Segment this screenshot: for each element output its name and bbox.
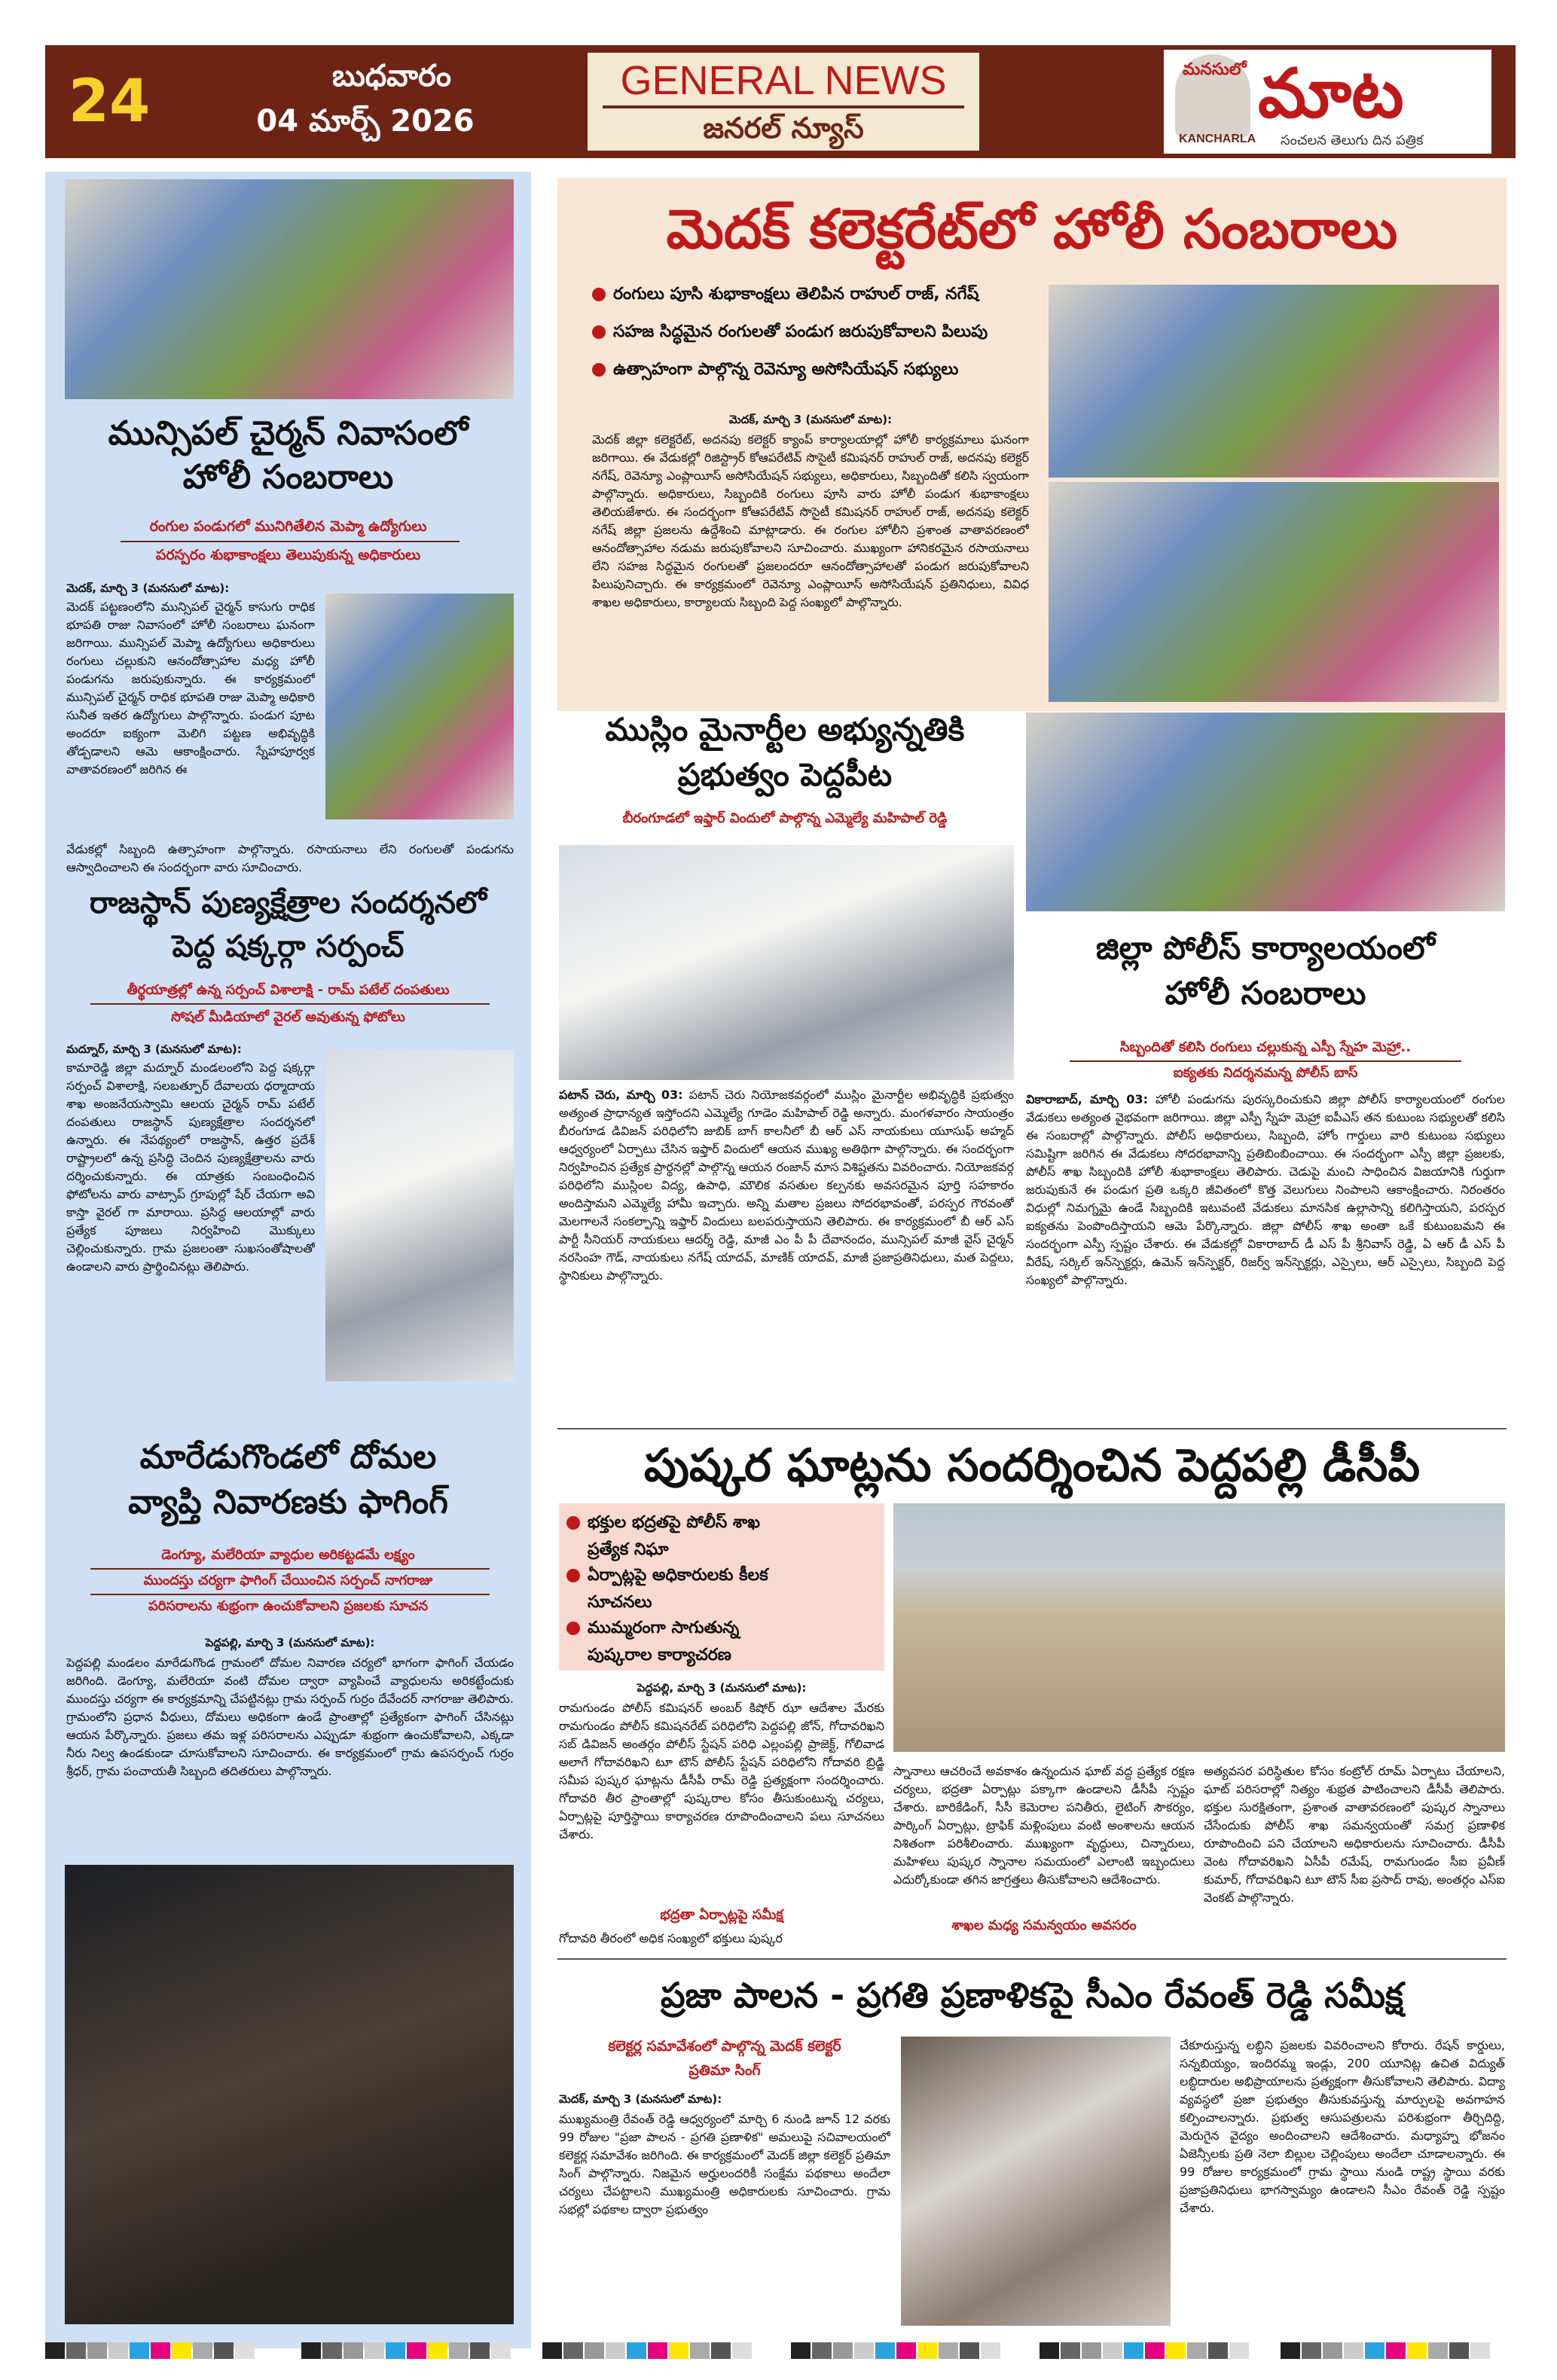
rajasthan-subhead-2: సోషల్ మీడియాలో వైరల్ అవుతున్న ఫోటోలు <box>171 1009 405 1025</box>
registration-swatch <box>627 2342 646 2359</box>
registration-swatch <box>1281 2342 1300 2359</box>
registration-swatch <box>1386 2342 1406 2359</box>
pushkar-bullet-3 <box>566 1615 883 1669</box>
registration-swatch <box>449 2342 469 2359</box>
bullet-text: సూచనలు <box>588 1593 652 1612</box>
pushkar-body-1: రామగుండం పోలీస్ కమిషనర్ అంబర్ కిషోర్ ఝా ఆదేశాల మేరకు రామగుండం పోలీస్ కమిషనరేట్ పరిధిలోని పెద్దపల్లి జోన్, గోదావరిఖని సబ్ డివిజన్ అంతర్గం పోలీస్ స్టేషన్ పరిధి ఎల్లంపల్లి ప్రాజెక్ట్, గోలివాడ అలాగే గోదావరిఖని టూ టౌన్ పోలీస్ స్టేషన్ పరిధిలోని గోదావరి బ్రిడ్జి సమీప పుష్కర ఘాట్లను డీసీపీ రామ్ రెడ్డి ప్రత్యక్షంగా సందర్శించారు. గోదావరి తీర ప్రాంతాల్లో పుష్కరాల కోసం తీసుకుంటున్న చర్యలు, ఏర్పాట్లపై పూర్తిస్థాయి కార్యాచరణ రూపొందించాలని పలు సూచనలు చేశారు. <box>559 1701 884 1841</box>
pushkar-subhead-1: భద్రతా ఏర్పాట్లపై సమీక్ష <box>660 1907 783 1923</box>
registration-swatch <box>214 2342 234 2359</box>
registration-swatch <box>960 2342 979 2359</box>
municipal-dateline: మెదక్, మార్చి 3 (మనసులో మాట): <box>66 581 230 595</box>
registration-swatch <box>1145 2342 1165 2359</box>
minority-subhead: బీరంగూడలో ఇఫ్తార్ విందులో పాల్గొన్న ఎమ్మెల్యే మహిపాల్ రెడ్డి <box>622 810 948 826</box>
registration-swatch <box>386 2342 405 2359</box>
registration-swatch <box>669 2342 688 2359</box>
collectorate-dateline: మెదక్, మార్చి 3 (మనసులో మాట): <box>728 413 893 426</box>
bullet-icon <box>566 1516 580 1530</box>
police-holi-photo <box>1026 712 1505 911</box>
police-headline-2: హోలీ సంబరాలు <box>1165 975 1366 1012</box>
section-divider <box>603 105 964 108</box>
registration-swatch <box>1187 2342 1207 2359</box>
collectorate-officials-photo <box>1049 482 1499 702</box>
section-title-telugu: జనరల్ న్యూస్ <box>703 111 864 145</box>
logo-tagline: సంచలన తెలుగు దిన పత్రిక <box>1281 133 1424 148</box>
divider <box>557 1428 1507 1430</box>
page-number: 24 <box>68 68 151 136</box>
logo-main-text: మాట <box>1258 54 1404 133</box>
pushkar-bullet-2 <box>566 1562 883 1616</box>
praja-headline: ప్రజా పాలన - ప్రగతి ప్రణాళికపై సీఎం రేవంత్ రెడ్డి సమీక్ష <box>660 1975 1404 2015</box>
collectorate-bullet-1 <box>592 285 1044 307</box>
pushkar-body-3: అత్యవసర పరిస్థితుల కోసం కంట్రోల్ రూమ్ ఏర్పాటు చేయాలని, ఘాట్ పరిసరాల్లో నిత్యం శుభ్రత పాటించాలని డీసీపీ తెలిపారు. భక్తుల సురక్షితంగా, ప్రశాంత వాతావరణంలో పుష్కర స్నానాలు చేసేందుకు పోలీస్ శాఖ సమన్వయంతో సమగ్ర ప్రణాళిక రూపొందించి పని చేయాలని అధికారులను సూచించారు. డీసీపీ వెంట గోదావరిఖని ఏసీపీ రమేష్, రామగుండం సీఐ ప్రవీణ్ కుమార్, గోదావరిఖని టూ టౌన్ సీఐ ప్రసాద్ రావు, అంతర్గం ఎస్ఐ వెంకట్ పాల్గొన్నారు. <box>1204 1764 1505 1905</box>
registration-swatch <box>428 2342 447 2359</box>
bullet-icon <box>566 1622 580 1635</box>
bullet-text: భక్తుల భద్రతపై పోలీస్ శాఖ <box>588 1513 760 1532</box>
bullet-icon <box>592 288 606 301</box>
bullet-text: రంగులు పూసి శుభాకాంక్షలు తెలిపిన రాహుల్ రాజ్, నగేష్ <box>613 285 979 304</box>
registration-swatch <box>542 2342 562 2359</box>
municipal-subhead-2: పరస్పరం శుభాకాంక్షలు తెలుపుకున్న అధికారులు <box>155 547 421 563</box>
registration-swatch <box>172 2342 191 2359</box>
registration-swatch <box>854 2342 874 2359</box>
registration-swatch <box>1449 2342 1469 2359</box>
registration-swatch <box>917 2342 937 2359</box>
police-headline-1: జిల్లా పోలీస్ కార్యాలయంలో <box>1095 929 1436 966</box>
registration-swatch <box>1302 2342 1321 2359</box>
fogging-dateline: పెద్దపల్లి, మార్చి 3 (మనసులో మాట): <box>205 1636 375 1649</box>
registration-swatch <box>1040 2342 1059 2359</box>
bullet-icon <box>592 363 606 377</box>
police-body-text: హోలీ పండుగను పురస్కరించుకుని జిల్లా పోలీస్ కార్యాలయంలో రంగుల వేడుకలు అత్యంత వైభవంగా జరిగాయి. జిల్లా ఎస్పీ స్నేహ మెహ్రా ఐపీఎస్ తన కుటుంబ సభ్యులతో కలిసి ఈ సంబరాల్లో పాల్గొన్నారు. పోలీస్ అధికారులు, సిబ్బంది, హోం గార్డులు వారి కుటుంబ సభ్యులు సమిష్టిగా జరిగిన ఈ వేడుకలు సోదరభావాన్ని ప్రతిబింబించాయి. ఈ సందర్భంగా ఎస్పీ జిల్లా ప్రజలకు, పోలీస్ శాఖ సిబ్బందికి హోలీ శుభాకాంక్షలు తెలిపారు. చెడుపై మంచి సాధించిన విజయానికి గుర్తుగా జరుపుకునే ఈ పండుగ ప్రతి ఒక్కరి జీవితంలో కొత్త వెలుగులు నింపాలని ఆకాంక్షించారు. నిరంతరం విధుల్లో నిమగ్నమై ఉండే సిబ్బందికి ఇటువంటి వేడుకలు మానసిక ఉల్లాసాన్ని కలిగిస్తాయని, పరస్పర ఐక్యతను పెంపొందిస్తాయని ఆమె పేర్కొన్నారు. జిల్లా పోలీస్ శాఖ అంతా ఒకే కుటుంబమని ఈ సందర్భంగా ఎస్పీ స్పష్టం చేశారు. ఈ వేడుకల్లో వికారాబాద్ డీ ఎస్ పీ శ్రీనివాస్ రెడ్డి, ఏ ఆర్ డీ ఎస్ పీ వీరేష్, సర్కిల్ ఇన్‌స్పెక్టర్లు, ఉమెన్ ఇన్‌స్పెక్టర్, రిజర్వ్ ఇన్‌స్పెక్టర్లు, ఎస్సైలు, ఆర్ ఎస్సైలు, సిబ్బంది పెద్ద సంఖ్యలో పాల్గొన్నారు. <box>1026 1092 1505 1287</box>
rajasthan-headline-1: రాజస్థాన్ పుణ్యక్షేత్రాల సందర్శనలో <box>90 886 487 920</box>
logo-brand: KANCHARLA <box>1179 133 1256 145</box>
registration-swatch <box>833 2342 853 2359</box>
registration-swatch <box>130 2342 149 2359</box>
registration-swatch <box>939 2342 958 2359</box>
bullet-text: ప్రత్యేక నిఘా <box>588 1540 669 1559</box>
registration-swatch <box>1124 2342 1143 2359</box>
minority-headline-1: ముస్లిం మైనార్టీల అభ్యున్నతికి <box>605 711 965 748</box>
bullet-icon <box>566 1569 580 1582</box>
registration-swatch <box>1229 2342 1249 2359</box>
fogging-headline-2: వ్యాప్తి నివారణకు ఫాగింగ్ <box>128 1483 448 1521</box>
pushkar-body-1b: గోదావరి తీరంలో అధిక సంఖ్యలో భక్తులు పుష్కర <box>559 1931 783 1945</box>
registration-swatch <box>235 2342 255 2359</box>
registration-swatch <box>108 2342 128 2359</box>
rajasthan-temple-photo <box>325 1050 514 1381</box>
logo-small-text: మనసులో <box>1183 60 1247 79</box>
registration-swatch <box>1103 2342 1122 2359</box>
registration-swatch <box>585 2342 604 2359</box>
fogging-subhead-2: ముందస్తు చర్యగా ఫాగింగ్ చేయించిన సర్పంచ్ నాగరాజు <box>143 1573 433 1588</box>
registration-swatch <box>896 2342 916 2359</box>
registration-swatch <box>732 2342 752 2359</box>
registration-swatch <box>45 2342 65 2359</box>
registration-swatch <box>343 2342 363 2359</box>
date-label: 04 మార్చ్ 2026 <box>256 104 475 139</box>
registration-swatch <box>981 2342 1000 2359</box>
divider <box>121 541 459 542</box>
registration-swatch <box>812 2342 832 2359</box>
registration-swatch <box>791 2342 811 2359</box>
registration-swatch <box>1082 2342 1101 2359</box>
divider <box>90 1003 490 1005</box>
registration-swatch <box>606 2342 625 2359</box>
registration-swatch <box>563 2342 583 2359</box>
section-title-english: GENERAL NEWS <box>620 58 947 103</box>
registration-swatch <box>711 2342 731 2359</box>
registration-swatch <box>87 2342 107 2359</box>
praja-body-1: ముఖ్యమంత్రి రేవంత్ రెడ్డి ఆధ్వర్యంలో మార్చి 6 నుండి జూన్ 12 వరకు 99 రోజుల "ప్రజా పాలన - ప్రగతి ప్రణాళిక" అమలుపై సచివాలయంలో కలెక్టర్ల సమావేశం జరిగింది. ఈ కార్యక్రమంలో మెదక్ జిల్లా కలెక్టర్ ప్రతిమా సింగ్ పాల్గొన్నారు. నిజమైన అర్హులందరికీ సంక్షేమ పథకాలు అందేలా చర్యలు చేపట్టాలని ముఖ్యమంత్రి అధికారులకు సూచించారు. గ్రామ సభల్లో పథకాల ద్వారా ప్రభుత్వం <box>559 2112 890 2217</box>
rajasthan-body: కామారెడ్డి జిల్లా మద్నూర్ మండలంలోని పెద్ద షక్కర్గా సర్పంచ్ విశాలాక్షి, సలబత్పూర్ దేవాలయ ధర్మాదాయ శాఖ అంజనేయస్వామి ఆలయ చైర్మన్ రామ్ పటేల్ దంపతులు రాజస్థాన్ పుణ్యక్షేత్రాల సందర్శనలో ఉన్నారు. ఈ నేపథ్యంలో రాజస్థాన్, ఉత్తర ప్రదేశ్ రాష్ట్రాలలో ఉన్న ప్రసిద్ధి చెందిన పుణ్యక్షేత్రాలను వారు దర్శించుకున్నారు. ఈ యాత్రకు సంబంధించిన ఫోటోలను వారు వాట్సాప్ గ్రూపుల్లో షేర్ చేయగా అవి కాస్తా వైరల్ గా మారాయి. ప్రసిద్ధ ఆలయాల్లో వారు ప్రత్యేక పూజలు నిర్వహించి మొక్కులు చెల్లించుకున్నారు. గ్రామ ప్రజలంతా సుఖసంతోషాలతో ఉండాలని వారు ప్రార్థించినట్లు తెలిపారు. <box>66 1060 315 1274</box>
registration-swatch <box>470 2342 490 2359</box>
police-body <box>1026 1091 1505 1419</box>
police-subhead-2: ఐక్యతకు నిదర్శనమన్న పోలీస్ బాస్ <box>1173 1065 1358 1081</box>
registration-swatch <box>66 2342 86 2359</box>
municipal-subhead-1: రంగుల పండుగలో మునిగితేలిన మెప్మా ఉద్యోగులు <box>149 518 427 535</box>
registration-swatch <box>491 2342 511 2359</box>
rajasthan-subhead-1: తీర్థయాత్రల్లో ఉన్న సర్పంచ్ విశాలాక్షి - రామ్ పటేల్ దంపతులు <box>127 982 450 998</box>
registration-swatch <box>648 2342 667 2359</box>
fogging-subhead-1: డెంగ్యూ, మలేరియా వ్యాధుల అరికట్టడమే లక్ష్యం <box>161 1547 415 1563</box>
registration-swatch <box>1407 2342 1427 2359</box>
pushkar-dateline: పెద్దపల్లి, మార్చి 3 (మనసులో మాట): <box>637 1681 807 1695</box>
pushkar-bullet-1 <box>566 1509 883 1564</box>
registration-swatch <box>1365 2342 1385 2359</box>
bullet-text: ఉత్సాహంగా పాల్గొన్న రెవెన్యూ అసోసియేషన్ సభ్యులు <box>613 360 959 379</box>
municipal-headline-1: మున్సిపల్ చైర్మన్ నివాసంలో <box>108 414 469 453</box>
municipal-holi-photo <box>65 179 514 399</box>
bullet-text: ఏర్పాట్లపై అధికారులకు కీలక <box>588 1566 768 1585</box>
registration-swatch <box>151 2342 170 2359</box>
fogging-subhead-3: పరిసరాలను శుభ్రంగా ఉంచుకోవాలని ప్రజలకు సూచన <box>148 1598 429 1614</box>
collectorate-headline: మెదక్ కలెక్టరేట్‌లో హోలీ సంబరాలు <box>666 197 1398 261</box>
registration-swatch <box>1344 2342 1363 2359</box>
bullet-text: ముమ్మరంగా సాగుతున్న <box>588 1619 740 1637</box>
minority-body <box>559 1086 1014 1417</box>
rajasthan-dateline: మద్నూర్, మార్చి 3 (మనసులో మాట): <box>66 1042 242 1056</box>
municipal-body: మెదక్ పట్టణంలోని మున్సిపల్ చైర్మన్ కాసుగు రాధిక భూపతి రాజు నివాసంలో హోలీ సంబరాలు ఘనంగా జరిగాయి. మున్సిపల్ మెప్మా ఉద్యోగులు అధికారులు రంగులు చల్లుకుని ఆనందోత్సాహాల మధ్య హోలీ పండుగను జరుపుకున్నారు. ఈ కార్యక్రమంలో మున్సిపల్ చైర్మన్ రాధిక భూపతి రాజు మెప్మా అధికారి సునీత ఇతర ఉద్యోగులు పాల్గొన్నారు. పండుగ పూట అందరూ ఐక్యంగా మెలిగి పట్టణ అభివృద్ధికి తోడ్పడాలని ఆమె ఆకాంక్షించారు. స్నేహపూర్వక వాతావరణంలో జరిగిన ఈ <box>66 600 315 777</box>
pushkar-ghat-photo <box>893 1503 1505 1752</box>
police-dateline: వికారాబాద్, మార్చి 03: <box>1026 1092 1148 1106</box>
registration-swatch <box>1208 2342 1228 2359</box>
praja-dateline: మెదక్, మార్చి 3 (మనసులో మాట): <box>559 2092 722 2106</box>
registration-swatch <box>1428 2342 1448 2359</box>
registration-swatch <box>690 2342 710 2359</box>
pushkar-body-2: స్నానాలు ఆచరించే అవకాశం ఉన్నందున ఘాట్ వద్ద ప్రత్యేక రక్షణ చర్యలు, భద్రతా ఏర్పాట్లు పక్కాగా ఉండాలని డీసీపీ స్పష్టం చేశారు. బారికేడింగ్, సీసీ కెమెరాల పనితీరు, లైటింగ్ సౌకర్యం, పార్కింగ్ ఏర్పాట్లు, ట్రాఫిక్ మళ్లింపులు వంటి అంశాలను ఆయన నిశితంగా పరిశీలించారు. ముఖ్యంగా వృద్ధులు, చిన్నారులు, మహిళలు పుష్కర స్నానాల సమయంలో ఎలాంటి ఇబ్బందులు ఎదుర్కోకుండా తగిన జాగ్రత్తలు తీసుకోవాలని ఆదేశించారు. <box>893 1764 1195 1887</box>
collectorate-group-photo <box>1049 285 1499 478</box>
registration-swatch <box>193 2342 212 2359</box>
registration-swatch <box>322 2342 342 2359</box>
bullet-icon <box>592 325 606 339</box>
collectorate-bullet-3 <box>592 360 1044 383</box>
fogging-headline-1: మారేడుగొండలో దోమల <box>139 1438 437 1476</box>
municipal-body-cont: వేడుకల్లో సిబ్బంది ఉత్సాహంగా పాల్గొన్నారు. రసాయనాలు లేని రంగులతో పండుగను ఆస్వాదించాలని ఈ సందర్భంగా వారు సూచించారు. <box>66 842 514 874</box>
collectorate-body: మెదక్ జిల్లా కలెక్టరేట్, అదనపు కలెక్టర్ క్యాంప్ కార్యాలయాల్లో హోలీ కార్యక్రమాలు ఘనంగా జరిగాయి. ఈ వేడుకల్లో రిజిస్ట్రార్ కోఆపరేటివ్ సొసైటీ కమిషనర్ రాహుల్ రాజ్, అదనపు కలెక్టర్ నగేష్, రెవెన్యూ ఎంప్లాయీస్ అసోసియేషన్ సభ్యులు, అధికారులు, సిబ్బందితో కలిసి స్వయంగా పాల్గొన్నారు. అధికారులు, సిబ్బందికి రంగులు పూసి వారు హోలీ పండుగ శుభాకాంక్షలు తెలియజేశారు. ఈ సందర్భంగా కోఆపరేటివ్ సొసైటీ కమిషనర్ రాహుల్ రాజ్, అదనపు కలెక్టర్ నగేష్ జిల్లా ప్రజలను ఉద్దేశించి మాట్లాడారు. ఈ రంగుల హోలీని ప్రశాంత వాతావరణంలో ఆనందోత్సాహాల నడుమ జరుపుకోవాలని సూచించారు. ముఖ్యంగా హానికరమైన రసాయనాలు లేని సహజ సిద్ధమైన రంగులతో ప్రజలందరూ ఆనందోత్సాహాలతో పండుగ జరుపుకోవాలని పిలుపునిచ్చారు. ఈ కార్యక్రమంలో రెవెన్యూ ఎంప్లాయీస్ అసోసియేషన్ ప్రతినిధులు, వివిధ శాఖల అధికారులు, కార్యాలయ సిబ్బంది పెద్ద సంఖ్యలో పాల్గొన్నారు. <box>592 432 1029 609</box>
municipal-portrait-photo <box>325 593 514 819</box>
rajasthan-headline-2: పెద్ద షక్కర్గా సర్పంచ్ <box>172 929 405 964</box>
minority-iftar-photo <box>559 845 1014 1080</box>
divider <box>1070 1060 1461 1062</box>
registration-swatch <box>1166 2342 1186 2359</box>
municipal-headline-2: హోలీ సంబరాలు <box>182 458 394 496</box>
divider <box>557 1958 1507 1960</box>
praja-subhead-2: ప్రతిమా సింగ్ <box>688 2062 761 2079</box>
pushkar-headline: పుష్కర ఘాట్లను సందర్శించిన పెద్దపల్లి డీసీపీ <box>643 1439 1421 1492</box>
registration-swatch <box>365 2342 384 2359</box>
registration-swatch <box>407 2342 426 2359</box>
registration-swatch <box>875 2342 895 2359</box>
collectorate-bullet-2 <box>592 322 1044 345</box>
day-label: బుధవారం <box>332 59 451 93</box>
divider <box>90 1594 490 1595</box>
praja-meeting-photo <box>901 2037 1171 2326</box>
color-registration-bar <box>45 2339 1516 2362</box>
fogging-body: పెద్దపల్లి మండలం మారేడుగొండ గ్రామంలో దోమల నివారణ చర్యలో భాగంగా ఫాగింగ్ చేయడం జరిగింది. డెంగ్యూ, మలేరియా వంటి దోమల ద్వారా వ్యాపించే వ్యాధులను అరికట్టేందుకు ముందస్తు చర్యగా ఈ కార్యక్రమాన్ని చేపట్టినట్లు గ్రామ సర్పంచ్ గుర్రం దేవేందర్ నాగరాజు తెలిపారు. గ్రామంలోని ప్రధాన వీధులు, దోమలు అధికంగా ఉండే ప్రాంతాల్లో ప్రత్యేకంగా ఫాగింగ్ చేసినట్లు ఆయన పేర్కొన్నారు. ప్రజలు తమ ఇళ్ల పరిసరాలను ఎప్పుడూ శుభ్రంగా ఉంచుకోవాలని, ఎక్కడా నీరు నిల్వ ఉండకుండా చూసుకోవాలని సూచించారు. ఈ కార్యక్రమంలో గ్రామ ఉపసర్పంచ్ గుర్రం శ్రీధర్, గ్రామ పంచాయతీ సిబ్బంది తదితరులు పాల్గొన్నారు. <box>66 1655 514 1778</box>
registration-swatch <box>1323 2342 1342 2359</box>
registration-swatch <box>1061 2342 1080 2359</box>
bullet-text: సహజ సిద్ధమైన రంగులతో పండుగ జరుపుకోవాలని పిలుపు <box>613 322 988 341</box>
minority-body-text: పటాన్ చెరు నియోజకవర్గంలో ముస్లిం మైనార్టీల అభివృద్ధికి ప్రభుత్వం అత్యంత ప్రాధాన్యత ఇస్తోందని ఎమ్మెల్యే గూడెం మహిపాల్ రెడ్డి అన్నారు. మంగళవారం సాయంత్రం బీరంగూడ డివిజన్ పరిధిలోని జుబిక్ బాగ్ కాలనీలో బీ ఆర్ ఎస్ నాయకులు యూసుఫ్ అహ్మద్ ఆధ్వర్యంలో ఏర్పాటు చేసిన ఇఫ్తార్ విందులో ఆయన ముఖ్య అతిథిగా పాల్గొన్నారు. ఈ సందర్భంగా నిర్వహించిన ప్రత్యేక ప్రార్థనల్లో పాల్గొన్న ఆయన రంజాన్ మాస విశిష్టతను వివరించారు. నియోజకవర్గ పరిధిలోని ముస్లింల విద్య, ఉపాధి, మౌలిక వసతుల కల్పనకు అవసరమైన పూర్తి సహకారం అందిస్తామని ఎమ్మెల్యే హామీ ఇచ్చారు. అన్ని మతాల ప్రజలు సోదరభావంతో, పరస్పర గౌరవంతో మెలగాలనే సంకల్పాన్ని ఇఫ్తార్ విందులు బలపరుస్తాయని తెలిపారు. ఈ కార్యక్రమంలో బీ ఆర్ ఎస్ పార్టీ సీనియర్ నాయకులు ఆదర్శ్ రెడ్డి, మాజీ ఎం పీ పీ దేవానందం, మున్సిపల్ మాజీ వైస్ చైర్మన్ నరసింహ గౌడ్, నాయకులు నగేష్ యాదవ్, మాణిక్ యాదవ్, మాజీ ప్రజాప్రతినిధులు, మత పెద్దలు, స్థానికులు పాల్గొన్నారు. <box>559 1088 1014 1283</box>
pushkar-subhead-2: శాఖల మధ్య సమన్వయం అవసరం <box>951 1918 1137 1933</box>
registration-swatch <box>301 2342 321 2359</box>
fogging-photo <box>65 1865 514 2324</box>
minority-headline-2: ప్రభుత్వం పెద్దపీట <box>677 756 893 793</box>
bullet-text: పుష్కరాల కార్యాచరణ <box>588 1646 731 1664</box>
divider <box>90 1568 490 1570</box>
minority-dateline: పటాన్ చెరు, మార్చి 03: <box>559 1088 683 1102</box>
praja-body-2: చేకూరుస్తున్న లబ్ధిని ప్రజలకు వివరించాలని కోరారు. రేషన్ కార్డులు, సన్నబియ్యం, ఇందిరమ్మ ఇండ్లు, 200 యూనిట్ల ఉచిత విద్యుత్ లబ్ధిదారుల అభిప్రాయాలను ప్రత్యక్షంగా తీసుకోవాలని తెలిపారు. విద్యా వ్యవస్థలో ప్రజా ప్రభుత్వం తీసుకువస్తున్న మార్పులపై అవగాహన కల్పించాలన్నారు. ప్రభుత్వ ఆసుపత్రులను పరిశుభ్రంగా తీర్చిదిద్ది, మెరుగైన వైద్యం అందించాలని ఆదేశించారు. మధ్యాహ్న భోజనం ఏజెన్సీలకు ప్రతి నెలా బిల్లుల చెల్లింపులు అందేలా చూడాలన్నారు. ఈ 99 రోజుల కార్యక్రమంలో గ్రామ స్థాయి నుండి రాష్ట్ర స్థాయి వరకు ప్రజాప్రతినిధులు భాగస్వామ్యం ఉండాలని సీఎం రేవంత్ రెడ్డి స్పష్టం చేశారు. <box>1180 2038 1505 2215</box>
registration-strip <box>45 2339 1516 2362</box>
praja-subhead-1: కలెక్టర్ల సమావేశంలో పాల్గొన్న మెదక్ కలెక్టర్ <box>608 2038 841 2055</box>
registration-swatch <box>1470 2342 1490 2359</box>
police-subhead-1: సిబ్బందితో కలిసి రంగులు చల్లుకున్న ఎస్పీ స్నేహ మెహ్రా.. <box>1119 1039 1412 1055</box>
